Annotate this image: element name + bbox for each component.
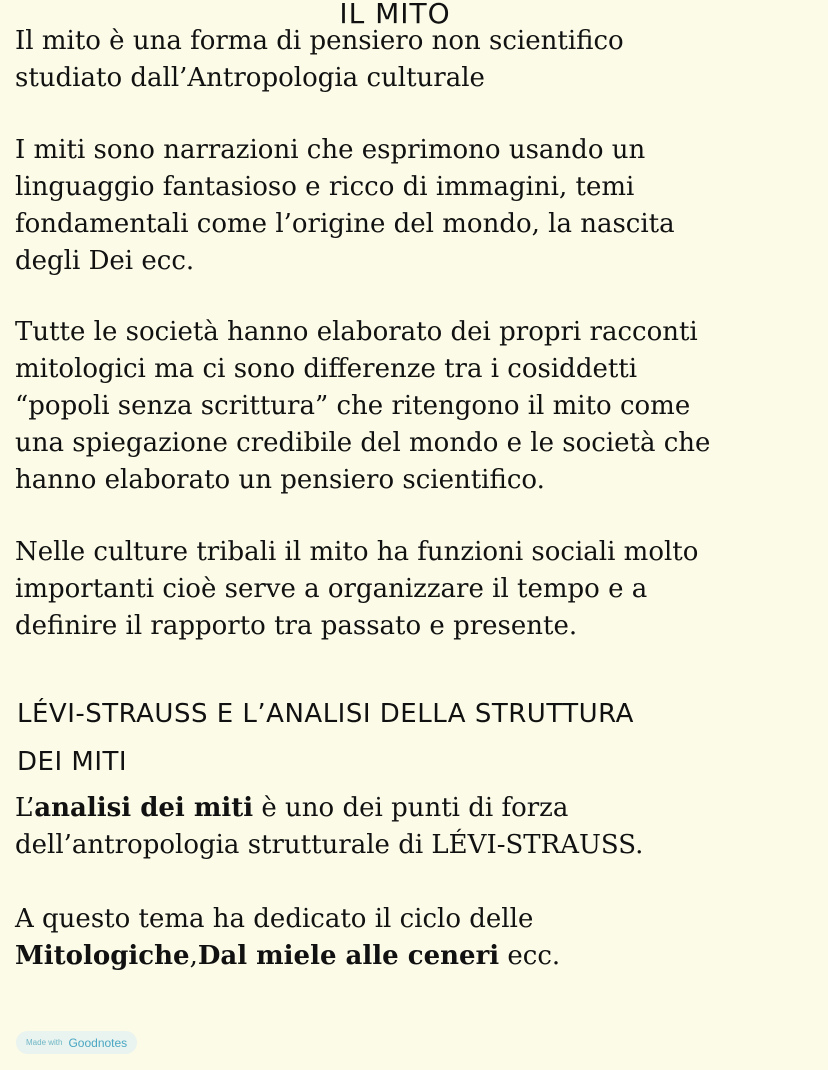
text-line: studiato dall’Antropologia culturale	[15, 63, 485, 93]
text-line: definire il rapporto tra passato e presente.	[15, 611, 578, 641]
paragraph-tribal-cultures	[15, 534, 820, 645]
paragraph-definition	[15, 23, 820, 97]
bold-text: Dal miele alle ceneri	[197, 941, 500, 971]
text-line: I miti sono narrazioni che esprimono usando un	[15, 135, 646, 165]
text-line: mitologici ma ci sono differenze tra i cosiddetti	[15, 354, 638, 384]
text-line: A questo tema ha dedicato il ciclo delle	[15, 904, 534, 934]
bold-text: analisi dei miti	[34, 793, 254, 823]
text-line: Tutte le società hanno elaborato dei propri racconti	[15, 317, 698, 347]
page-title: IL MITO	[339, 0, 451, 30]
goodnotes-badge	[16, 1031, 137, 1054]
text-line: degli Dei ecc.	[15, 246, 195, 276]
text-line: linguaggio fantasioso e ricco di immagini, temi	[15, 172, 635, 202]
text-line	[15, 790, 820, 827]
text-fragment: ecc.	[499, 941, 561, 971]
text-line: Il mito è una forma di pensiero non scientifico	[15, 26, 624, 56]
section-heading	[17, 690, 822, 786]
paragraph-narrations	[15, 132, 820, 280]
text-line: “popoli senza scrittura” che ritengono il mito come	[15, 391, 691, 421]
text-line: fondamentali come l’origine del mondo, la nascita	[15, 209, 675, 239]
text-line	[15, 938, 820, 975]
heading-line: LÉVI-STRAUSS E L’ANALISI DELLA STRUTTURA	[17, 699, 634, 729]
text-line: Nelle culture tribali il mito ha funzioni sociali molto	[15, 537, 699, 567]
badge-made-with: Made with	[26, 1038, 63, 1047]
text-line: una spiegazione credibile del mondo e le società che	[15, 428, 711, 458]
bold-text: Mitologiche	[15, 941, 190, 971]
text-line: hanno elaborato un pensiero scientifico.	[15, 465, 545, 495]
paragraph-societies	[15, 314, 820, 499]
text-fragment: L’	[15, 793, 35, 823]
text-fragment: ,	[189, 941, 198, 971]
paragraph-myth-analysis	[15, 790, 820, 864]
text-line: dell’antropologia strutturale di LÉVI-STRAUSS.	[15, 830, 644, 860]
text-fragment: è uno dei punti di forza	[253, 793, 569, 823]
text-line: importanti cioè serve a organizzare il tempo e a	[15, 574, 648, 604]
paragraph-mythologiques	[15, 901, 820, 975]
heading-line: DEI MITI	[17, 747, 128, 777]
badge-brand: Goodnotes	[68, 1035, 128, 1050]
